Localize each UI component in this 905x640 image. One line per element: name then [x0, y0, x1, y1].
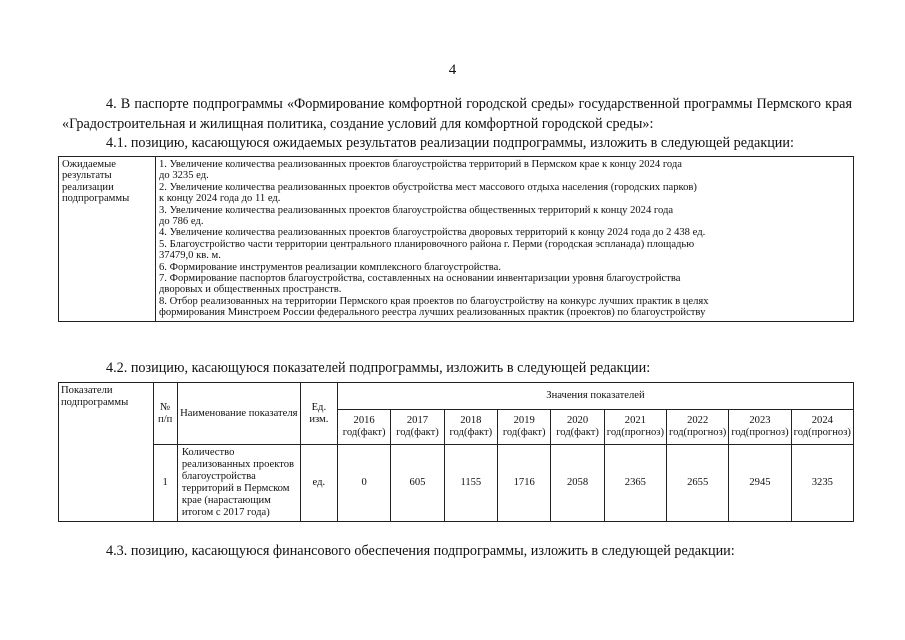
year-label: 2024 год	[793, 415, 833, 438]
table-row	[59, 445, 854, 522]
row-name-cell	[177, 445, 300, 522]
year-header-cell	[337, 410, 390, 445]
year-label: 2020 год	[556, 415, 589, 438]
page-number: 4	[448, 62, 457, 78]
year-header-cell	[667, 410, 729, 445]
results-label-cell	[59, 157, 156, 322]
year-label: 2022 год	[669, 415, 709, 438]
year-header-cell	[551, 410, 604, 445]
header-num-line: №	[160, 401, 171, 413]
expected-results-table	[58, 156, 854, 322]
year-kind: (факт)	[410, 427, 439, 438]
row-unit-cell: ед.	[300, 445, 337, 522]
value-cell: 3235	[791, 445, 853, 522]
row-num-cell: 1	[153, 445, 177, 522]
header-unit-cell	[300, 383, 337, 445]
year-label: 2019 год	[502, 415, 535, 438]
year-kind: (факт)	[570, 427, 599, 438]
value-cell: 2365	[604, 445, 666, 522]
paragraph-4-3: 4.3. позицию, касающуюся финансового обеспечения подпрограммы, изложить в следующей редакции:	[106, 543, 735, 559]
result-line: 5. Благоустройство части территории центрального планировочного района г. Перми (городская эспланада) площадью	[159, 238, 695, 250]
header-unit-line: изм.	[309, 413, 329, 425]
row-name-line: реализованных проектов	[181, 459, 295, 470]
row-name-line: итогом с 2017 года)	[181, 507, 270, 518]
results-label-line: Ожидаемые	[62, 159, 116, 170]
row-name-line: Количество	[181, 447, 235, 458]
value-cell: 2058	[551, 445, 604, 522]
header-name-cell	[177, 383, 300, 445]
year-header-cell	[498, 410, 551, 445]
header-program-line: подпрограммы	[61, 397, 129, 408]
value-cell: 0	[337, 445, 390, 522]
indicators-table	[58, 382, 854, 522]
header-name-line: показателя	[248, 407, 298, 419]
results-content-cell	[156, 157, 854, 322]
year-kind: (факт)	[463, 427, 493, 438]
result-line: 4. Увеличение количества реализованных проектов благоустройства дворовых территорий к концу 2024 года до 2 438 ед.	[159, 227, 706, 239]
paragraph-4: 4. В паспорте подпрограммы «Формирование комфортной городской среды» государственной программы Пермского края «Градостроительная и жилищная политика, создание условий для комфортной городской среды»:	[62, 96, 852, 132]
year-header-cell	[391, 410, 444, 445]
year-kind: (прогноз)	[745, 427, 789, 438]
year-header-cell	[729, 410, 791, 445]
year-label: 2018 год	[449, 415, 482, 438]
result-line: 37479,0 кв. м.	[159, 250, 221, 262]
result-line: 6. Формирование инструментов реализации комплексного благоустройства.	[159, 261, 501, 273]
value-cell: 605	[391, 445, 444, 522]
header-program-cell	[59, 383, 154, 522]
header-program-line: Показатели	[61, 385, 113, 396]
result-line: формирования Минстроем России федерального реестра лучших реализованных практик (проектов) по благоустройству	[159, 307, 706, 319]
year-kind: (факт)	[517, 427, 546, 438]
result-line: 3. Увеличение количества реализованных проектов благоустройства общественных территорий к концу 2024 года	[159, 204, 674, 216]
header-num-cell	[153, 383, 177, 445]
year-kind: (прогноз)	[621, 427, 665, 438]
result-line: 1. Увеличение количества реализованных проектов благоустройства территорий в Пермском крае к концу 2024 года	[159, 159, 682, 170]
value-cell: 1155	[444, 445, 497, 522]
year-kind: (факт)	[357, 427, 386, 438]
value-cell: 2945	[729, 445, 791, 522]
year-header-cell	[604, 410, 666, 445]
header-unit-line: Ед.	[311, 401, 327, 413]
row-name-line: крае (нарастающим	[181, 495, 271, 506]
year-kind: (прогноз)	[808, 427, 851, 438]
results-label-line: результаты	[62, 170, 112, 182]
year-label: 2021 год	[606, 415, 646, 438]
result-line: 8. Отбор реализованных на территории Пермского края проектов по благоустройству на конкурс лучших практик в целях	[159, 295, 709, 307]
results-label-line: подпрограммы	[62, 193, 130, 205]
result-line: к концу 2024 года до 11 ед.	[159, 193, 281, 205]
result-line: 7. Формирование паспортов благоустройства, составленных на основании инвентаризации уровня благоустройства	[159, 273, 681, 285]
year-header-cell	[791, 410, 853, 445]
table-row	[59, 157, 854, 322]
value-cell: 1716	[498, 445, 551, 522]
header-num-line: п/п	[158, 413, 173, 425]
year-label: 2016 год	[342, 415, 375, 438]
paragraph-4-2: 4.2. позицию, касающуюся показателей подпрограммы, изложить в следующей редакции:	[106, 360, 651, 376]
result-line: дворовых и общественных пространств.	[159, 284, 342, 296]
result-line: 2. Увеличение количества реализованных проектов обустройства мест массового отдыха населения (городских парков)	[159, 181, 697, 193]
result-line: до 3235 ед.	[159, 170, 209, 182]
results-label-line: реализации	[62, 181, 114, 193]
values-header-cell: Значения показателей	[337, 383, 853, 410]
year-label: 2023 год	[731, 415, 771, 438]
result-line: до 786 ед.	[159, 216, 204, 228]
year-label: 2017 год	[396, 415, 429, 438]
header-name-line: Наименование	[180, 407, 247, 419]
year-header-cell	[444, 410, 497, 445]
value-cell: 2655	[667, 445, 729, 522]
row-name-line: территорий в Пермском	[181, 483, 290, 494]
row-name-line: благоустройства	[181, 471, 256, 482]
table-header-row	[59, 383, 854, 410]
year-kind: (прогноз)	[683, 427, 727, 438]
paragraph-4-1: 4.1. позицию, касающуюся ожидаемых результатов реализации подпрограммы, изложить в следующей редакции:	[106, 135, 794, 151]
